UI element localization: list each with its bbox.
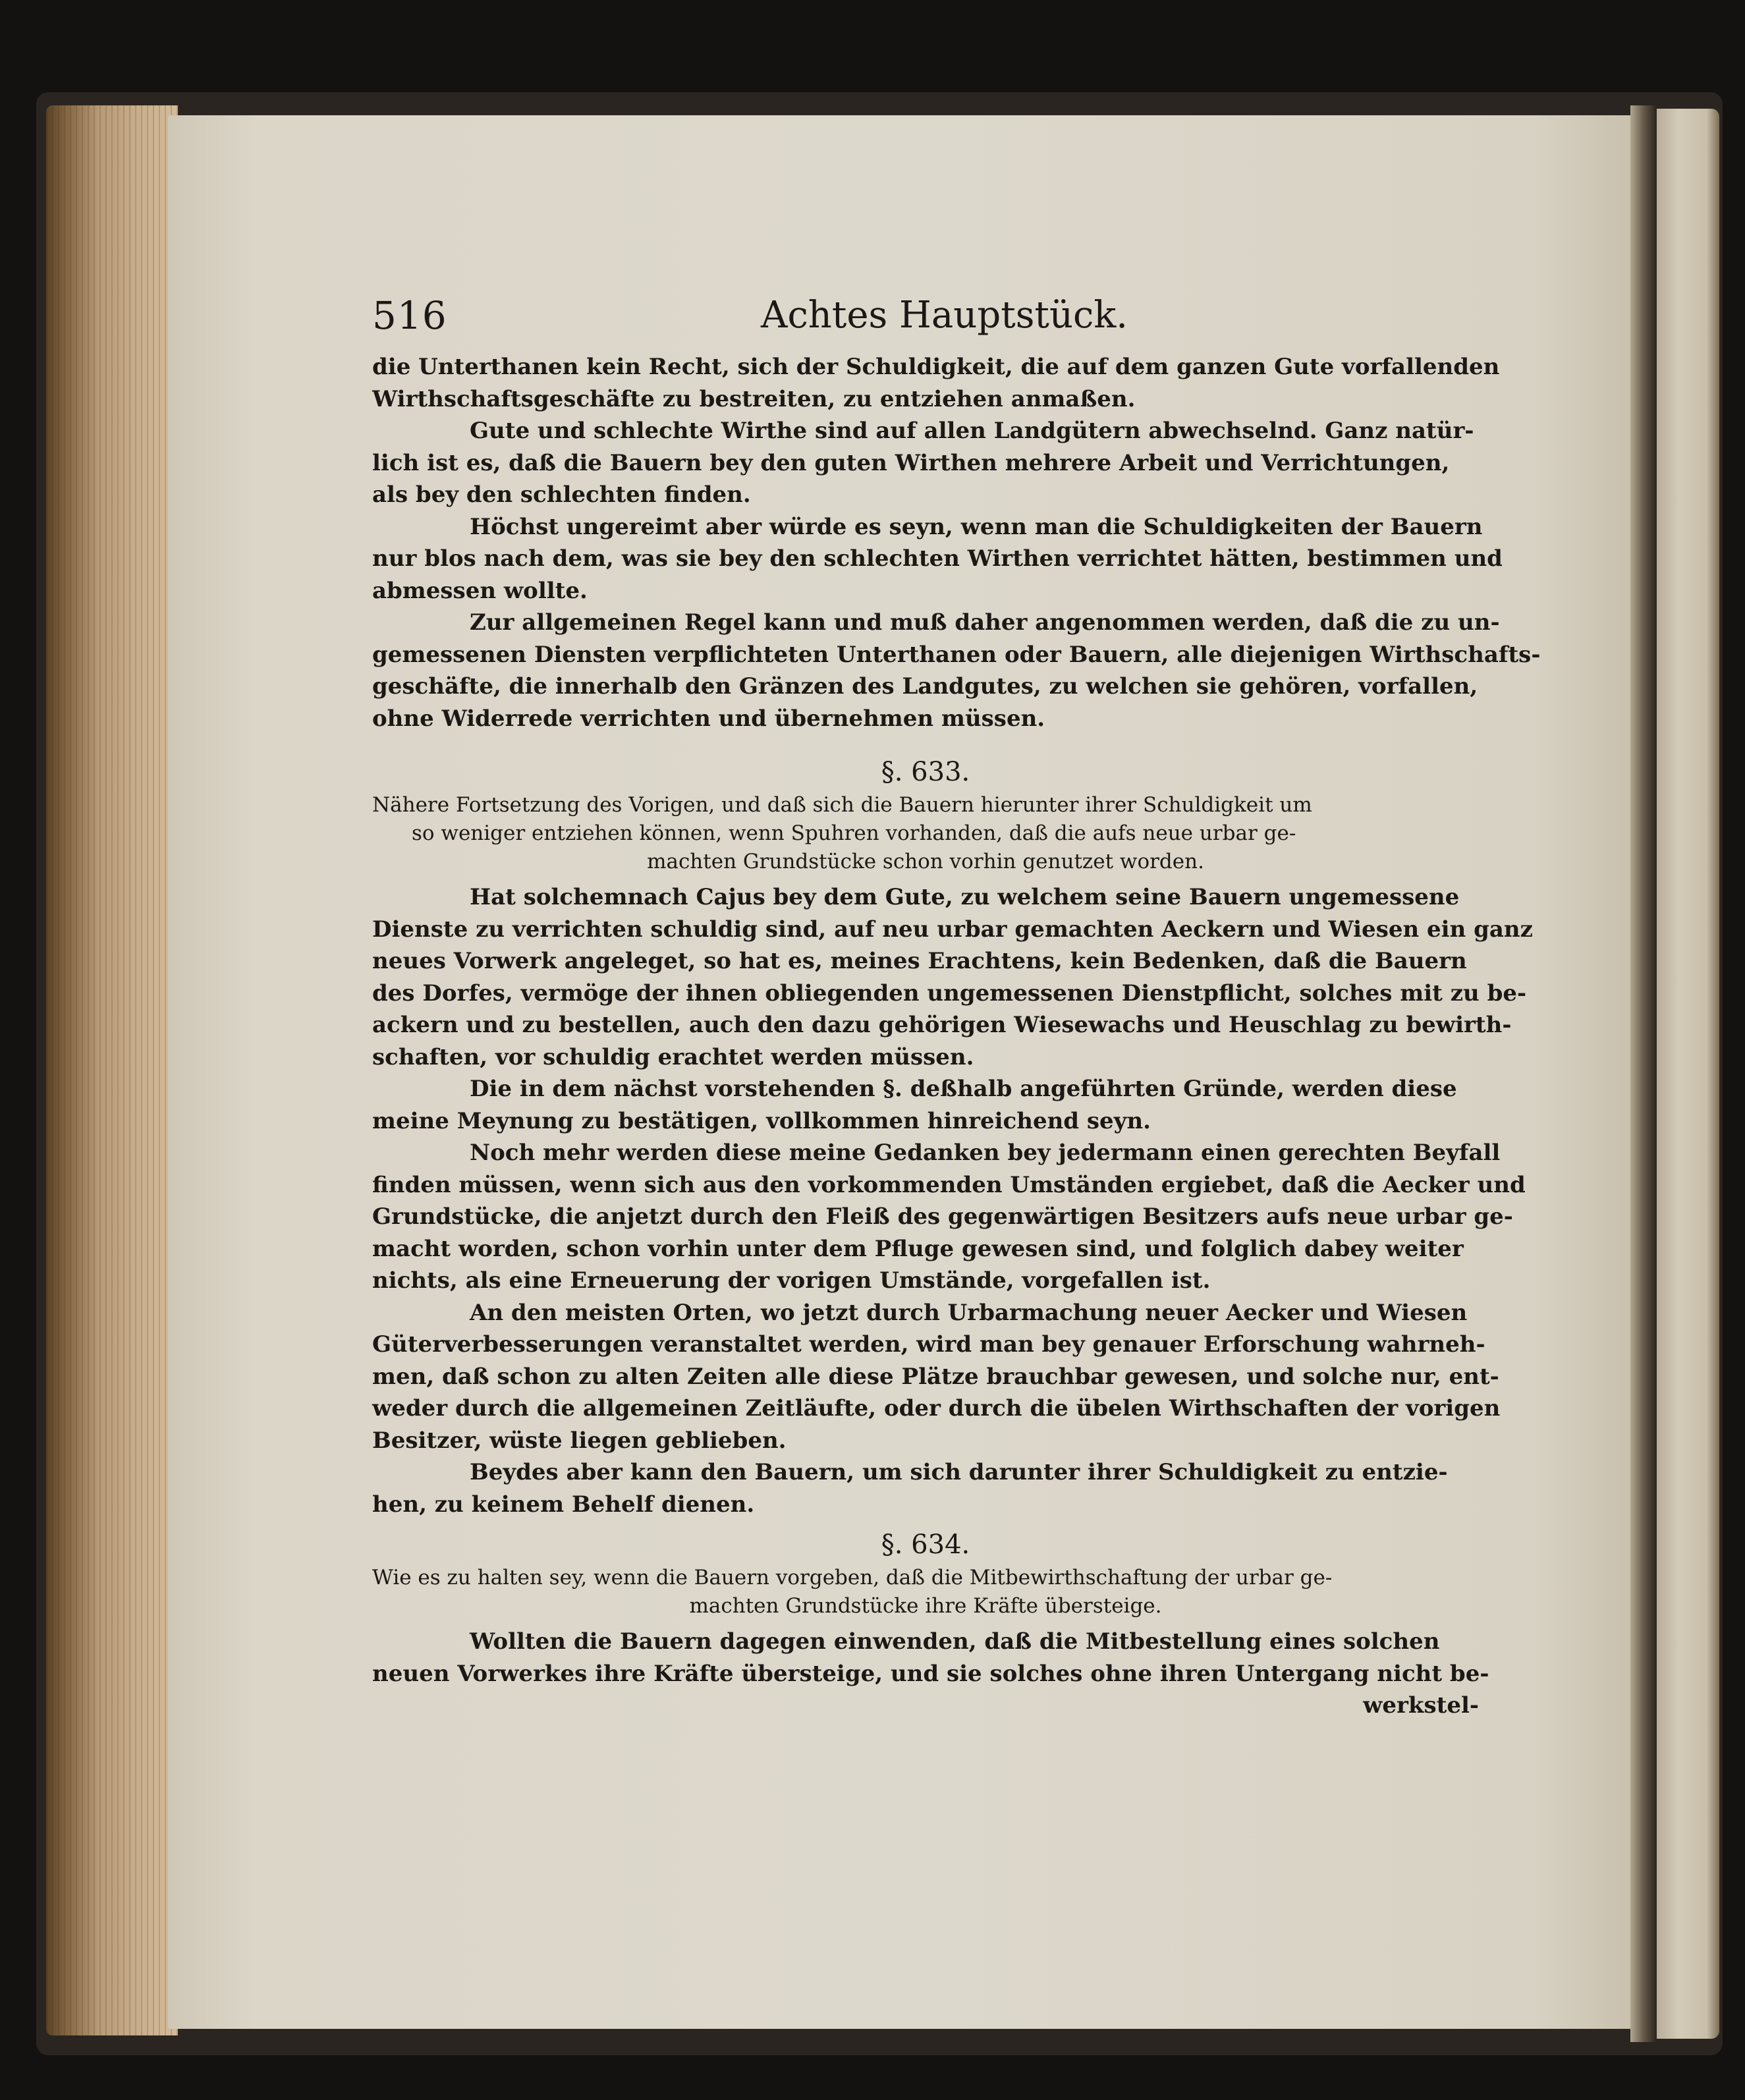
text-line: hen, zu keinem Behelf dienen. [372, 1491, 755, 1518]
summary-line: machten Grundstücke schon vorhin genutzet worden. [647, 850, 1204, 873]
text-line: die Unterthanen kein Recht, sich der Schuldigkeit, die auf dem ganzen Gute vorfallenden [372, 354, 1500, 380]
summary-line: Nähere Fortsetzung des Vorigen, und daß sich die Bauern hierunter ihrer Schuldigkeit um [372, 793, 1312, 817]
text-line: Besitzer, wüste liegen geblieben. [372, 1427, 787, 1454]
text-line: geschäfte, die innerhalb den Gränzen des Landgutes, zu welchen sie gehören, vorfallen, [372, 673, 1478, 700]
running-title: Achtes Hauptstück. [761, 294, 1128, 337]
text-line: ohne Widerrede verrichten und übernehmen müssen. [372, 705, 1045, 732]
text-line: neues Vorwerk angeleget, so hat es, meines Erachtens, kein Bedenken, daß die Bauern [372, 948, 1467, 974]
text-line: Gute und schlechte Wirthe sind auf allen Landgütern abwechselnd. Ganz natür- [470, 418, 1474, 444]
summary-line: so weniger entziehen können, wenn Spuhren vorhanden, daß die aufs neue urbar ge- [412, 821, 1296, 845]
section-summary [372, 1564, 1479, 1620]
page-edges [46, 105, 178, 2035]
text-line: meine Meynung zu bestätigen, vollkommen hinreichend seyn. [372, 1107, 1151, 1134]
text-line: Noch mehr werden diese meine Gedanken bey jedermann einen gerechten Beyfall [470, 1140, 1501, 1166]
page-text [372, 293, 1541, 1722]
text-line: Wollten die Bauern dagegen einwenden, daß die Mitbestellung eines solchen [470, 1628, 1440, 1655]
text-line: lich ist es, daß die Bauern bey den guten Wirthen mehrere Arbeit und Verrichtungen, [372, 449, 1450, 476]
text-line: Dienste zu verrichten schuldig sind, auf neu urbar gemachten Aeckern und Wiesen ein ganz [372, 916, 1533, 943]
text-line: nur blos nach dem, was sie bey den schlechten Wirthen verrichtet hätten, bestimmen und [372, 545, 1503, 572]
running-head [372, 293, 1479, 346]
text-line: Beydes aber kann den Bauern, um sich darunter ihrer Schuldigkeit zu entzie- [470, 1459, 1448, 1485]
text-line: Höchst ungereimt aber würde es seyn, wenn man die Schuldigkeiten der Bauern [470, 513, 1483, 540]
text-line: schaften, vor schuldig erachtet werden müssen. [372, 1043, 974, 1070]
text-line: Grundstücke, die anjetzt durch den Fleiß des gegenwärtigen Besitzers aufs neue urbar ge- [372, 1203, 1513, 1230]
text-line: Wirthschaftsgeschäfte zu bestreiten, zu entziehen anmaßen. [372, 385, 1136, 412]
summary-line: Wie es zu halten sey, wenn die Bauern vorgeben, daß die Mitbewirthschaftung der urbar ge- [372, 1566, 1333, 1589]
section-heading: §. 633. [881, 757, 970, 787]
text-line: Zur allgemeinen Regel kann und muß daher angenommen werden, daß die zu un- [470, 609, 1500, 636]
facing-page-edge [1657, 109, 1719, 2039]
section-summary [372, 791, 1479, 876]
text-line: ackern und zu bestellen, auch den dazu gehörigen Wiesewachs und Heuschlag zu bewirth- [372, 1012, 1512, 1038]
text-line: des Dorfes, vermöge der ihnen obliegenden ungemessenen Dienstpflicht, solches mit zu be- [372, 980, 1527, 1007]
text-line: gemessenen Diensten verpflichteten Unterthanen oder Bauern, alle diejenigen Wirthschafts- [372, 641, 1541, 668]
page-number: 516 [372, 293, 447, 338]
text-line: Güterverbesserungen veranstaltet werden, wird man bey genauer Erforschung wahrneh- [372, 1331, 1485, 1358]
text-line: als bey den schlechten finden. [372, 482, 751, 508]
section-heading: §. 634. [881, 1530, 970, 1560]
text-line: Die in dem nächst vorstehenden §. deßhalb angeführten Gründe, werden diese [470, 1076, 1457, 1102]
text-line: macht worden, schon vorhin unter dem Pfluge gewesen sind, und folglich dabey weiter [372, 1235, 1464, 1262]
text-line: weder durch die allgemeinen Zeitläufte, oder durch die übelen Wirthschaften der vorigen [372, 1395, 1501, 1422]
summary-line: machten Grundstücke ihre Kräfte übersteige. [689, 1594, 1162, 1618]
text-line: nichts, als eine Erneuerung der vorigen Umstände, vorgefallen ist. [372, 1267, 1211, 1294]
text-line: Hat solchemnach Cajus bey dem Gute, zu welchem seine Bauern ungemessene [470, 884, 1460, 910]
text-line: finden müssen, wenn sich aus den vorkommenden Umständen ergiebet, daß die Aecker und [372, 1171, 1526, 1198]
text-line: men, daß schon zu alten Zeiten alle diese Plätze brauchbar gewesen, und solche nur, ent- [372, 1363, 1499, 1390]
text-line: An den meisten Orten, wo jetzt durch Urbarmachung neuer Aecker und Wiesen [470, 1299, 1468, 1326]
catchword: werkstel- [1363, 1692, 1479, 1719]
text-line: abmessen wollte. [372, 577, 588, 604]
text-line: neuen Vorwerkes ihre Kräfte übersteige, und sie solches ohne ihren Untergang nicht be- [372, 1660, 1489, 1687]
book-gutter [1630, 105, 1657, 2042]
